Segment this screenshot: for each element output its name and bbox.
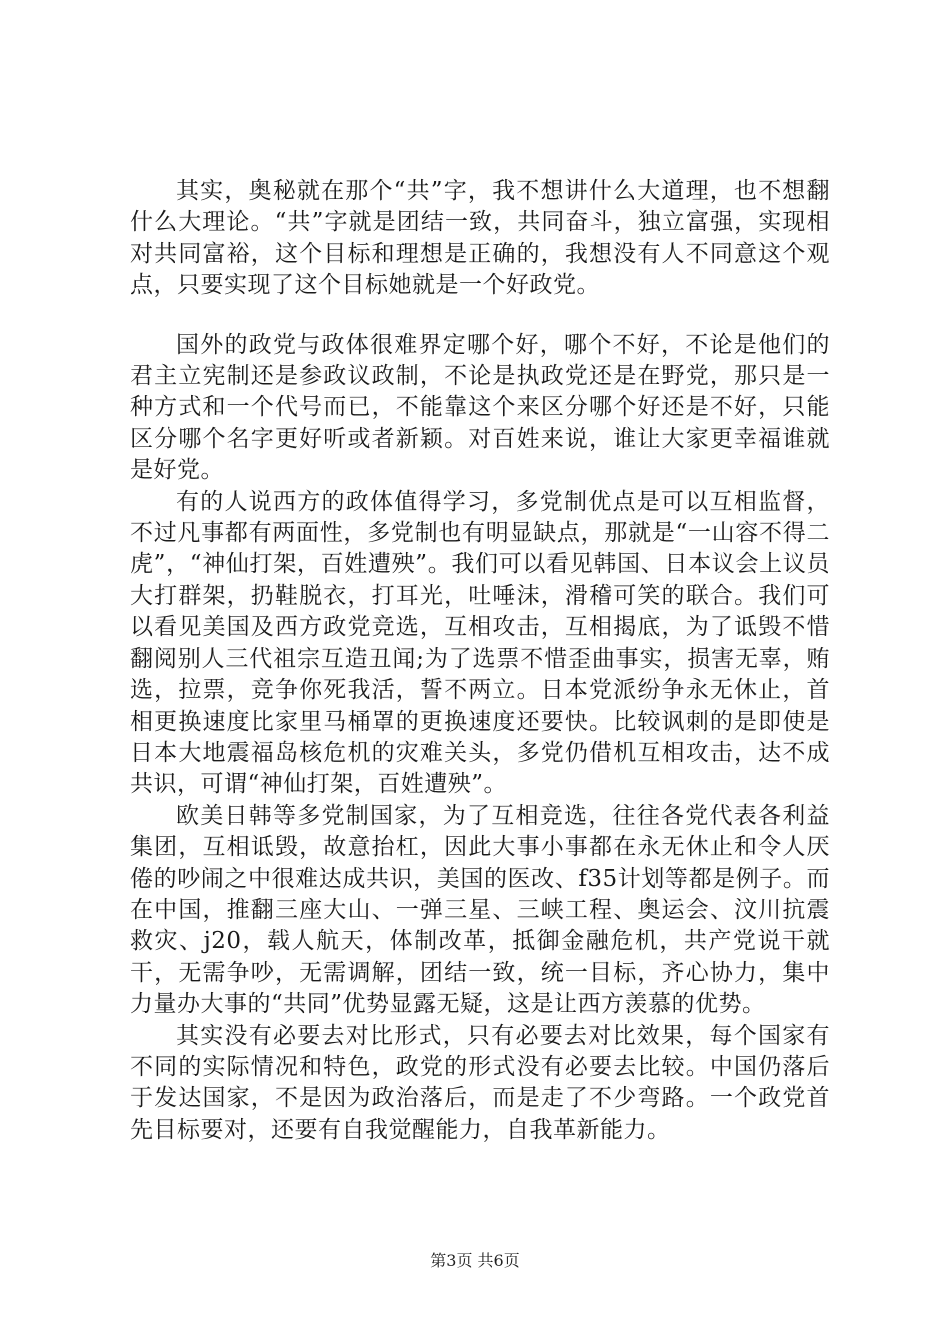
document-body — [130, 176, 830, 1146]
paragraph: 其实没有必要去对比形式，只有必要去对比效果，每个国家有不同的实际情况和特色，政党的形式没有必要去比较。中国仍落后于发达国家，不是因为政治落后，而是走了不少弯路。一个政党首先目标要对，还要有自我觉醒能力，自我革新能力。 — [130, 1022, 830, 1143]
page-number-footer: 第3页 共6页 — [430, 1251, 520, 1270]
paragraph: 有的人说西方的政体值得学习，多党制优点是可以互相监督，不过凡事都有两面性，多党制也有明显缺点，那就是“一山容不得二虎”，“神仙打架，百姓遭殃”。我们可以看见韩国、日本议会上议员大打群架，扔鞋脱衣，打耳光，吐唾沫，滑稽可笑的联合。我们可以看见美国及西方政党竞选，互相攻击，互相揭底，为了诋毁不惜翻阅别人三代祖宗互造丑闻;为了选票不惜歪曲事实，损害无辜，贿选，拉票，竞争你死我活，誓不两立。日本党派纷争永无休止，首相更换速度比家里马桶罩的更换速度还要快。比较讽刺的是即使是日本大地震福岛核危机的灾难关头，多党仍借机互相攻击，达不成共识，可谓“神仙打架，百姓遭殃”。 — [130, 488, 830, 798]
paragraph: 其实，奥秘就在那个“共”字，我不想讲什么大道理，也不想翻什么大理论。“共”字就是团结一致，共同奋斗，独立富强，实现相对共同富裕，这个目标和理想是正确的，我想没有人不同意这个观点，只要实现了这个目标她就是一个好政党。 — [130, 178, 830, 299]
paragraph: 欧美日韩等多党制国家，为了互相竞选，往往各党代表各利益集团，互相诋毁，故意抬杠，因此大事小事都在永无休止和令人厌倦的吵闹之中很难达成共识，美国的医改、f35计划等都是例子。而在中国，推翻三座大山、一弹三星、三峡工程、奥运会、汶川抗震救灾、j20，载人航天，体制改革，抵御金融危机，共产党说干就干，无需争吵，无需调解，团结一致，统一目标，齐心协力，集中力量办大事的“共同”优势显露无疑，这是让西方羡慕的优势。 — [130, 802, 830, 1018]
paragraph: 国外的政党与政体很难界定哪个好，哪个不好，不论是他们的君主立宪制还是参政议政制，不论是执政党还是在野党，那只是一种方式和一个代号而已，不能靠这个来区分哪个好还是不好，只能区分哪个名字更好听或者新颖。对百姓来说，谁让大家更幸福谁就是好党。 — [130, 331, 830, 484]
